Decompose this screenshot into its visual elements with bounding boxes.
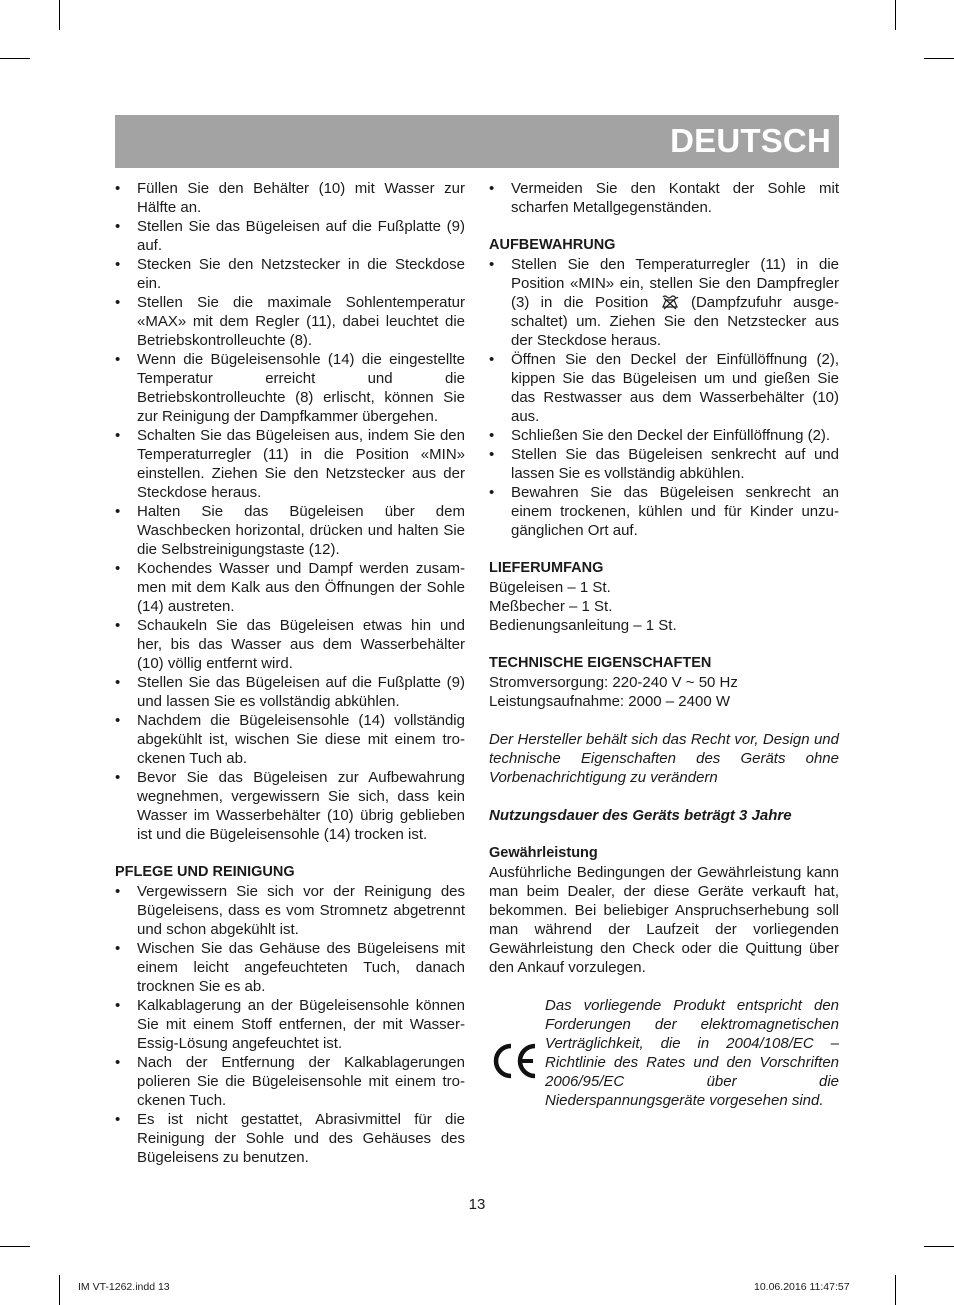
list-item: • Wenn die Bügeleisensohle (14) die eingestellte Temperatur erreicht und die Betriebskontrolleuchte (8) erlischt, können Sie zur Reinigung der Dampfkammer übergehen. [115,350,465,426]
list-item: • Stellen Sie das Bügeleisen auf die Fußplatte (9) und lassen Sie es vollständig abkühlen. [115,673,465,711]
delivery-item: Meßbecher – 1 St. [489,598,613,615]
crop-mark [924,1246,954,1247]
care-list [115,882,465,1167]
list-item: • Öffnen Sie den Deckel der Einfüllöffnung (2), kippen Sie das Bügeleisen um und gießen Sie das Restwasser aus dem Wasserbehälter (10) aus. [489,350,839,426]
left-column [115,179,465,1167]
list-item: • Schließen Sie den Deckel der Einfüllöffnung (2). [489,426,839,445]
section-title-warranty: Gewährleistung [489,845,598,861]
lifetime-text: Nutzungsdauer des Geräts beträgt 3 Jahre [489,807,792,824]
list-item: • Schalten Sie das Bügeleisen aus, indem Sie den Temperaturregler (11) in die Position «MIN» einstellen. Ziehen Sie den Netzstecker aus der Steckdose heraus. [115,426,465,502]
footer-timestamp: 10.06.2016 11:47:57 [754,1281,850,1293]
crop-mark [895,0,896,30]
crop-mark [59,1275,60,1305]
list-item: • Vergewissern Sie sich vor der Reinigung des Bügeleisens, dass es vom Stromnetz abgetrennt und schon abgekühlt ist. [115,882,465,939]
list-item: • Schaukeln Sie das Bügeleisen etwas hin und her, bis das Wasser aus dem Wasserbehälter (10) völlig entfernt wird. [115,616,465,673]
disclaimer-text: Der Hersteller behält sich das Recht vor, Design und technische Eigenschaften des Geräts ohne Vorbenachrichtigung zu verändern [489,731,839,786]
ce-compliance-text: Das vorliegende Produkt entspricht den Forderungen der elektromagnetischen Verträglichkeit, die in 2004/108/EC – Richtlinie des Rates und den Vorschriften 2006/95/EC über die Niederspannungsgeräte vorgesehen sind. [545,997,839,1109]
list-item: • Kochendes Wasser und Dampf werden zusammen mit dem Kalk aus den Öffnungen der Sohle (14) austreten. [115,559,465,616]
warranty-text: Ausführliche Bedingungen der Gewährleistung kann man beim Dealer, der diese Geräte verkauft hat, bekommen. Bei beliebiger Anspruchserhebung soll man während der Laufzeit der vorliegenden Gewährleistung den Check oder die Quittung über den Ankauf vorzulegen. [489,864,839,976]
list-item: • Bewahren Sie das Bügeleisen senkrecht an einem trockenen, kühlen und für Kinder unzugänglichen Ort auf. [489,483,839,540]
delivery-item: Bedienungsanleitung – 1 St. [489,617,677,634]
section-title-technische: TECHNISCHE EIGENSCHAFTEN [489,655,712,671]
steam-off-icon [660,294,680,310]
right-column [489,179,839,1131]
list-item: • Halten Sie das Bügeleisen über dem Waschbecken horizontal, drücken und halten Sie die Selbstreinigungstaste (12). [115,502,465,559]
page-number: 13 [468,1196,486,1213]
list-item: • Nachdem die Bügeleisensohle (14) vollständig abgekühlt ist, wischen Sie diese mit einem trockenen Tuch ab. [115,711,465,768]
continued-list [489,179,839,217]
language-header-bar [115,115,839,168]
list-item: • Es ist nicht gestattet, Abrasivmittel für die Reinigung der Sohle und des Gehäuses des Bügeleisens zu benutzen. [115,1110,465,1167]
section-title-aufbewahrung: AUFBEWAHRUNG [489,237,616,253]
section-title-pflege: PFLEGE UND REINIGUNG [115,864,295,880]
page-title: DEUTSCH [670,122,831,159]
spec-line: Stromversorgung: 220-240 V ~ 50 Hz [489,674,738,691]
crop-mark [59,0,60,30]
storage-step-text: Stellen Sie den Temperaturregler (11) in die Position «MIN» ein, stellen Sie den Dampfregler (3) in die Position [511,256,839,311]
ce-compliance-block [489,996,839,1131]
list-item: • Kalkablagerung an der Bügeleisensohle können Sie mit einem Stoff entfernen, der mit Wasser-Essig-Lösung angefeuchtet ist. [115,996,465,1053]
storage-list [489,255,839,540]
cleaning-steps-list [115,179,465,844]
storage-step-text: (Dampfzufuhr ausgeschaltet) um. Ziehen Sie den Netzstecker aus der Steckdose heraus. [511,294,839,349]
list-item: • Stellen Sie das Bügeleisen auf die Fußplatte (9) auf. [115,217,465,255]
crop-mark [924,58,954,59]
list-item: • Nach der Entfernung der Kalkablagerungen polieren Sie die Bügeleisensohle mit einem trockenen Tuch. [115,1053,465,1110]
list-item: • Stellen Sie die maximale Sohlentemperatur «MAX» mit dem Regler (11), dabei leuchtet die Betriebskontrolleuchte (8). [115,293,465,350]
spec-line: Leistungsaufnahme: 2000 – 2400 W [489,693,731,710]
crop-mark [0,58,30,59]
list-item: • Wischen Sie das Gehäuse des Bügeleisens mit einem leicht angefeuchteten Tuch, danach trocknen Sie es ab. [115,939,465,996]
crop-mark [0,1246,30,1247]
footer-file-info: IM VT-1262.indd 13 [78,1281,170,1293]
section-title-lieferumfang: LIEFERUMFANG [489,560,604,576]
list-item: • Stellen Sie das Bügeleisen senkrecht auf und lassen Sie es vollständig abkühlen. [489,445,839,483]
crop-mark [895,1275,896,1305]
ce-mark-icon [491,1042,541,1080]
list-item: • Bevor Sie das Bügeleisen zur Aufbewahrung wegnehmen, vergewissern Sie sich, dass kein Wasser im Wasserbehälter (10) übrig geblieben ist und die Bügeleisensohle (14) trocken ist. [115,768,465,844]
list-item: • Füllen Sie den Behälter (10) mit Wasser zur Hälfte an. [115,179,465,217]
list-item: • Stecken Sie den Netzstecker in die Steckdose ein. [115,255,465,293]
delivery-item: Bügeleisen – 1 St. [489,579,611,596]
list-item: • Vermeiden Sie den Kontakt der Sohle mit scharfen Metallgegenständen. [489,179,839,217]
list-item [489,255,839,350]
